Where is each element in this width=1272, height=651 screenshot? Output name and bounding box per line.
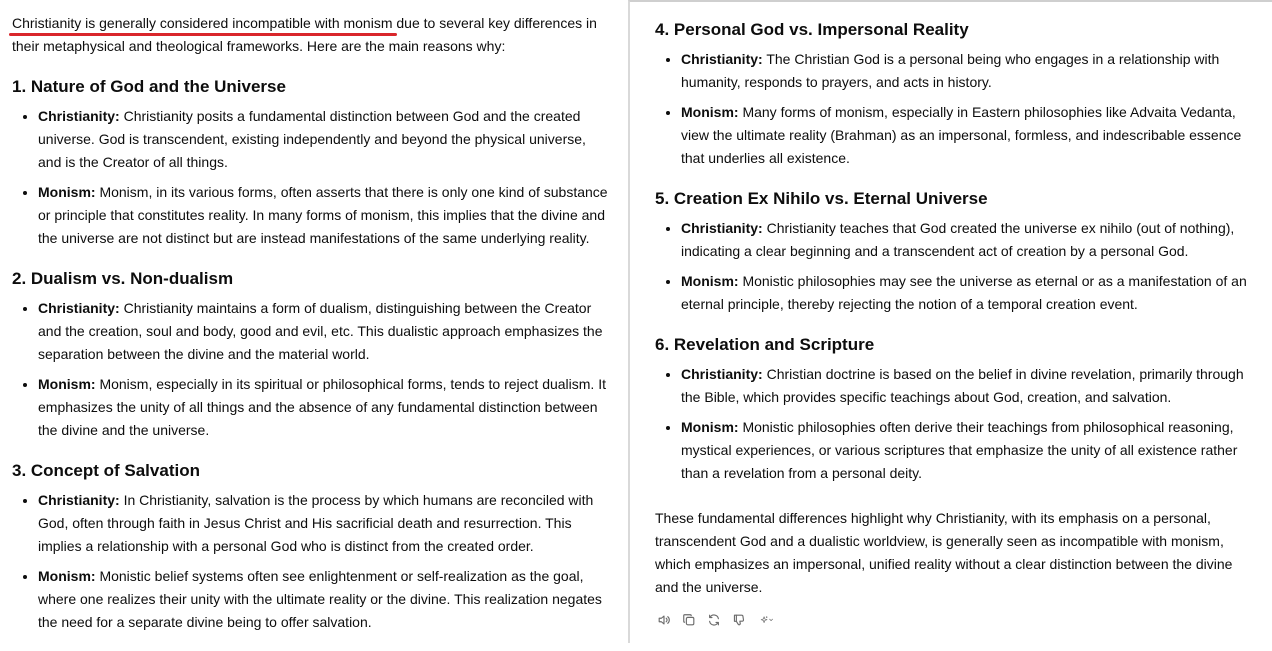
- term-label: Christianity:: [681, 220, 763, 236]
- section-heading: 1. Nature of God and the Universe: [12, 77, 286, 96]
- response-action-toolbar: [655, 611, 1251, 628]
- list-item: [38, 105, 612, 174]
- section-list: [12, 297, 612, 442]
- speaker-icon: [657, 613, 671, 627]
- thumbs-down-button[interactable]: [730, 611, 747, 628]
- term-label: Christianity:: [681, 51, 763, 67]
- left-response-content: [12, 12, 612, 651]
- term-label: Christianity:: [38, 492, 120, 508]
- list-item: [38, 181, 612, 250]
- right-response-content: [655, 18, 1251, 628]
- list-item: [681, 363, 1251, 409]
- item-text: In Christianity, salvation is the process by which humans are reconciled with God, often through faith in Jesus Christ and His sacrificial death and resurrection. This implies a relationship with a personal God who is distinct from the created order.: [38, 492, 594, 554]
- regenerate-icon: [707, 613, 721, 627]
- term-label: Monism:: [38, 184, 96, 200]
- item-text: Monistic philosophies may see the universe as eternal or as a manifestation of an eternal principle, thereby rejecting the notion of a temporal creation event.: [681, 273, 1247, 312]
- list-item: [681, 101, 1251, 170]
- section-list: [655, 217, 1251, 316]
- item-text: Monism, especially in its spiritual or philosophical forms, tends to reject dualism. It emphasizes the unity of all things and the absence of any fundamental distinction between the divine and the universe.: [38, 376, 606, 438]
- thumbs-down-icon: [732, 613, 746, 627]
- section-heading: 3. Concept of Salvation: [12, 461, 200, 480]
- list-item: [38, 565, 612, 634]
- underlined-phrase: [12, 15, 393, 31]
- term-label: Christianity:: [681, 366, 763, 382]
- sparkle-icon: [760, 613, 774, 627]
- term-label: Christianity:: [38, 108, 120, 124]
- item-text: Christianity teaches that God created the universe ex nihilo (out of nothing), indicating a clear beginning and a transcendent act of creation by a personal God.: [681, 220, 1235, 259]
- left-screenshot-panel: [0, 0, 628, 643]
- model-switch-button[interactable]: [755, 611, 779, 628]
- read-aloud-button[interactable]: [655, 611, 672, 628]
- item-text: Christian doctrine is based on the belief in divine revelation, primarily through the Bible, which provides specific teachings about God, creation, and salvation.: [681, 366, 1244, 405]
- list-item: [681, 416, 1251, 485]
- section-list: [655, 48, 1251, 170]
- term-label: Monism:: [681, 273, 739, 289]
- list-item: [681, 217, 1251, 263]
- section-list: [12, 105, 612, 250]
- section-list: [655, 363, 1251, 485]
- list-item: [38, 297, 612, 366]
- term-label: Monism:: [38, 376, 96, 392]
- item-text: The Christian God is a personal being who engages in a relationship with humanity, responds to prayers, and acts in history.: [681, 51, 1220, 90]
- list-item: [38, 489, 612, 558]
- term-label: Monism:: [38, 568, 96, 584]
- term-label: Monism:: [681, 104, 739, 120]
- copy-button[interactable]: [680, 611, 697, 628]
- term-label: Christianity:: [38, 300, 120, 316]
- conclusion-paragraph: These fundamental differences highlight why Christianity, with its emphasis on a personal, transcendent God and a dualistic worldview, is generally seen as incompatible with monism, which emphasizes an impersonal, unified reality without a clear distinction between the divine and the universe.: [655, 510, 1233, 595]
- red-underline-annotation: [9, 33, 397, 36]
- term-label: Monism:: [681, 419, 739, 435]
- intro-rest-text: due to several key differences in their metaphysical and theological frameworks. Here are the main reasons why:: [12, 15, 597, 54]
- item-text: Christianity maintains a form of dualism, distinguishing between the Creator and the creation, soul and body, good and evil, etc. This dualistic approach emphasizes the separation between the divine and the material world.: [38, 300, 603, 362]
- section-heading: 6. Revelation and Scripture: [655, 335, 875, 354]
- item-text: Monistic belief systems often see enlightenment or self-realization as the goal, where one realizes their unity with the ultimate reality or the divine. This realization negates the need for a separate divine being to offer salvation.: [38, 568, 602, 630]
- regenerate-button[interactable]: [705, 611, 722, 628]
- list-item: [681, 48, 1251, 94]
- list-item: [681, 270, 1251, 316]
- section-heading: 4. Personal God vs. Impersonal Reality: [655, 20, 969, 39]
- item-text: Monism, in its various forms, often asserts that there is only one kind of substance or principle that constitutes reality. In many forms of monism, this implies that the divine and the universe are not distinct but are instead manifestations of the same underlying reality.: [38, 184, 608, 246]
- section-heading: 2. Dualism vs. Non-dualism: [12, 269, 234, 288]
- item-text: Monistic philosophies often derive their teachings from philosophical reasoning, mystical experiences, or various scriptures that emphasize the unity of all existence rather than a revelation from a personal deity.: [681, 419, 1238, 481]
- underlined-text: Christianity is generally considered incompatible with monism: [12, 15, 393, 31]
- item-text: Many forms of monism, especially in Eastern philosophies like Advaita Vedanta, view the ultimate reality (Brahman) as an impersonal, formless, and indescribable essence that underlies all existence.: [681, 104, 1242, 166]
- section-list: [12, 489, 612, 634]
- copy-icon: [682, 613, 696, 627]
- intro-paragraph: [12, 12, 612, 58]
- list-item: [38, 373, 612, 442]
- right-screenshot-panel: [628, 0, 1272, 643]
- item-text: Christianity posits a fundamental distinction between God and the created universe. God is transcendent, existing independently and beyond the physical universe, and is the Creator of all things.: [38, 108, 586, 170]
- section-heading: 5. Creation Ex Nihilo vs. Eternal Universe: [655, 189, 988, 208]
